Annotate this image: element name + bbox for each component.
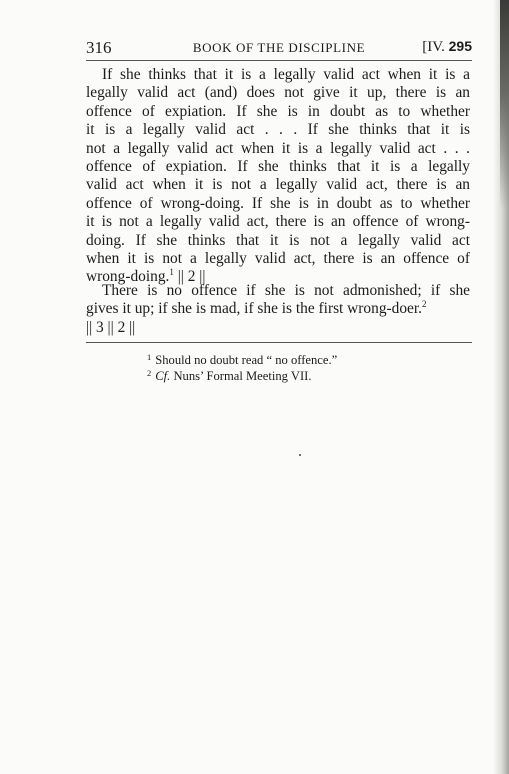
footnote-2 (147, 368, 467, 384)
text-line: valid act when it is not a legally valid act, there is an (86, 176, 470, 194)
text-line: offence of expiation. If she thinks that it is a legally (86, 158, 470, 176)
text-line: it is a legally valid act . . . If she thinks that it is (86, 121, 470, 139)
header-rule (86, 60, 472, 61)
text-line: when it is not a legally valid act, there is an offence of (86, 250, 470, 268)
footnote-1 (147, 352, 467, 368)
text-line: offence of wrong-doing. If she is in doubt as to whether (86, 194, 470, 212)
footnote-reference: 1 (169, 267, 174, 278)
text-line-with-note (86, 300, 470, 318)
section-mark: || 3 || 2 || (86, 318, 136, 336)
paragraph-2 (86, 282, 470, 337)
text-line: it is not a legally valid act, there is an offence of wrong- (86, 213, 470, 231)
text-line: There is no offence if she is not admonished; if she (102, 282, 470, 299)
section-reference (422, 38, 472, 56)
text-line: not a legally valid act when it is a legally valid act . . . (86, 139, 470, 157)
paragraph-1 (86, 66, 470, 287)
text-fragment: gives it up; if she is mad, if she is the first wrong-doer. (86, 300, 422, 318)
text-line: doing. If she thinks that it is not a legally valid act (86, 231, 470, 249)
running-header (86, 38, 472, 58)
binding-shadow (500, 0, 509, 210)
section-mark: || 2 || (177, 268, 206, 286)
section-prefix: [IV. (422, 39, 445, 55)
text-line: If she thinks that it is a legally valid act when it is a (102, 66, 470, 83)
text-line: legally valid act (and) does not give it up, there is an (86, 84, 470, 102)
page-number: 316 (86, 38, 112, 57)
footnotes (147, 352, 467, 384)
running-head-title: BOOK OF THE DISCIPLINE (192, 40, 366, 55)
footnote-marker: 1 (147, 352, 152, 362)
footnote-reference: 2 (421, 299, 427, 310)
footnote-text: Should no doubt read “ no offence.” (155, 353, 338, 367)
section-number: 295 (448, 38, 472, 54)
text-line: offence of expiation. If she is in doubt as to whether (86, 102, 470, 120)
footnote-rule (86, 342, 472, 343)
text-fragment: wrong-doing. (86, 268, 170, 286)
footnote-text: Nuns’ Formal Meeting VII. (170, 369, 312, 383)
ink-speck (299, 454, 301, 456)
footnote-marker: 2 (147, 368, 152, 378)
footnote-italic: Cf. (155, 369, 171, 383)
